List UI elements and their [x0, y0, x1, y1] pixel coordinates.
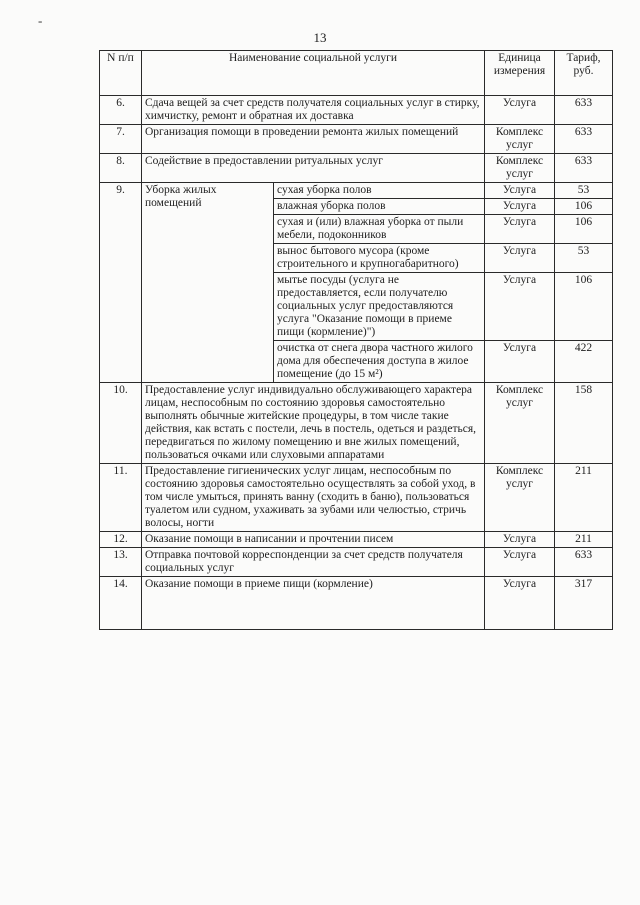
- row-tariff: 106: [555, 199, 613, 215]
- row-name: Содействие в предоставлении ритуальных услуг: [142, 154, 485, 183]
- row-name: Уборка жилых помещений: [142, 183, 274, 383]
- table-row: [100, 154, 613, 183]
- row-tariff: 53: [555, 244, 613, 273]
- sub-service-name: сухая и (или) влажная уборка от пыли мебели, подоконников: [274, 215, 485, 244]
- row-tariff: 633: [555, 125, 613, 154]
- row-tariff: 211: [555, 464, 613, 532]
- table-header-row: [100, 51, 613, 96]
- row-unit: Комплекс услуг: [485, 464, 555, 532]
- row-tariff: 317: [555, 577, 613, 630]
- row-unit: Услуга: [485, 548, 555, 577]
- row-num: 13.: [100, 548, 142, 577]
- sub-service-name: вынос бытового мусора (кроме строительного и крупногабаритного): [274, 244, 485, 273]
- table-row: [100, 464, 613, 532]
- row-tariff: 211: [555, 532, 613, 548]
- row-unit: Услуга: [485, 96, 555, 125]
- header-tariff: Тариф, руб.: [555, 51, 613, 96]
- row-unit: Услуга: [485, 215, 555, 244]
- row-name: Оказание помощи в написании и прочтении писем: [142, 532, 485, 548]
- table-row: [100, 532, 613, 548]
- row-name: Оказание помощи в приеме пищи (кормление): [142, 577, 485, 630]
- row-name: Сдача вещей за счет средств получателя социальных услуг в стирку, химчистку, ремонт и обратная их доставка: [142, 96, 485, 125]
- row-unit: Услуга: [485, 199, 555, 215]
- row-num: 6.: [100, 96, 142, 125]
- row-unit: Услуга: [485, 183, 555, 199]
- row-unit: Услуга: [485, 532, 555, 548]
- row-unit: Услуга: [485, 341, 555, 383]
- header-name: Наименование социальной услуги: [142, 51, 485, 96]
- sub-service-name: сухая уборка полов: [274, 183, 485, 199]
- page-mark: -: [38, 13, 43, 28]
- row-unit: Комплекс услуг: [485, 383, 555, 464]
- row-num: 10.: [100, 383, 142, 464]
- table-row: [100, 577, 613, 630]
- table-row: [100, 548, 613, 577]
- services-table: [99, 50, 613, 630]
- row-num: 9.: [100, 183, 142, 383]
- row-num: 11.: [100, 464, 142, 532]
- row-num: 14.: [100, 577, 142, 630]
- row-tariff: 53: [555, 183, 613, 199]
- row-name: Предоставление услуг индивидуально обслуживающего характера лицам, неспособным по состоянию здоровья самостоятельно выполнять обычные житейские процедуры, в том числе такие действия, как встать с постели, лечь в постель, одеться и раздеться, передвигаться по жилому помещению и вне жилых помещений, пользоваться очками или слуховыми аппаратами: [142, 383, 485, 464]
- sub-service-name: влажная уборка полов: [274, 199, 485, 215]
- row-unit: Услуга: [485, 273, 555, 341]
- header-unit: Единица измерения: [485, 51, 555, 96]
- row-tariff: 106: [555, 215, 613, 244]
- row-unit: Комплекс услуг: [485, 125, 555, 154]
- row-tariff: 633: [555, 548, 613, 577]
- table-row: [100, 383, 613, 464]
- header-num: N п/п: [100, 51, 142, 96]
- row-num: 7.: [100, 125, 142, 154]
- sub-service-name: очистка от снега двора частного жилого дома для обеспечения доступа в жилое помещение (до 15 м²): [274, 341, 485, 383]
- row-tariff: 158: [555, 383, 613, 464]
- table-row: [100, 183, 613, 199]
- row-tariff: 422: [555, 341, 613, 383]
- row-num: 8.: [100, 154, 142, 183]
- row-num: 12.: [100, 532, 142, 548]
- row-tariff: 633: [555, 154, 613, 183]
- row-name: Организация помощи в проведении ремонта жилых помещений: [142, 125, 485, 154]
- row-unit: Услуга: [485, 577, 555, 630]
- page-number: 13: [313, 30, 327, 45]
- sub-service-name: мытье посуды (услуга не предоставляется, если получателю социальных услуг предоставляются услуга "Оказание помощи в приеме пищи (кормление)"): [274, 273, 485, 341]
- row-tariff: 633: [555, 96, 613, 125]
- table-row: [100, 96, 613, 125]
- row-unit: Услуга: [485, 244, 555, 273]
- table-row: [100, 125, 613, 154]
- row-name: Предоставление гигиенических услуг лицам, неспособным по состоянию здоровья самостоятельно осуществлять за собой уход, в том числе умыться, принять ванну (сходить в баню), пользоваться туалетом или судном, ухаживать за зубами или челюстью, стричь волосы, ногти: [142, 464, 485, 532]
- row-name: Отправка почтовой корреспонденции за счет средств получателя социальных услуг: [142, 548, 485, 577]
- row-unit: Комплекс услуг: [485, 154, 555, 183]
- row-tariff: 106: [555, 273, 613, 341]
